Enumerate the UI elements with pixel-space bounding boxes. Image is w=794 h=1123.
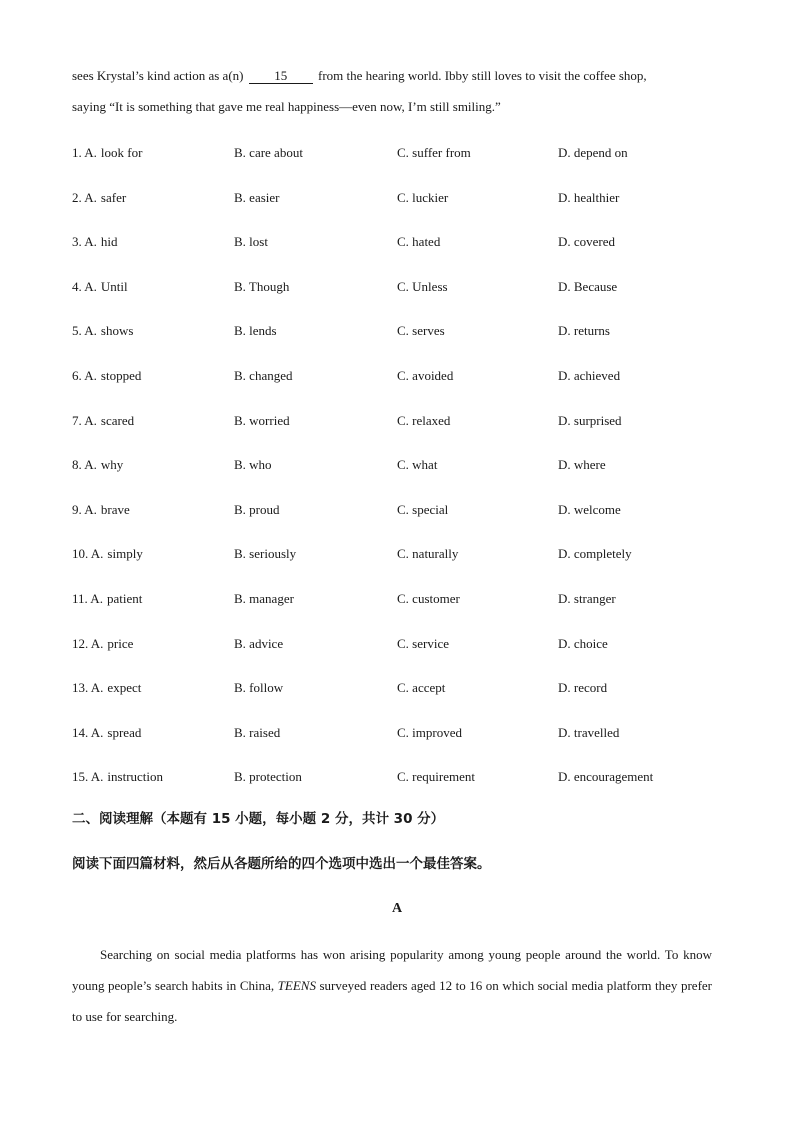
question-number: 3. A. [72,234,97,250]
option-a-text: safer [100,189,127,205]
option-a [72,457,123,473]
option-c: C. avoided [397,368,454,383]
option-d: D. healthier [558,189,620,205]
question-row [72,279,732,295]
option-d: D. encouragement [558,769,654,785]
option-c: C. relaxed [397,412,451,428]
question-number: 13. A. [72,680,104,696]
option-b: B. lost [234,234,268,250]
option-a [72,502,130,518]
option-c: C. accept [397,680,446,696]
option-a [72,413,134,429]
option-a-text: brave [100,501,130,517]
option-d: D. Because [558,278,618,294]
question-row [72,323,732,339]
option-a-text: expect [107,680,142,696]
intro-text-after: from the hearing world. Ibby still loves to visit the coffee shop, [317,68,647,83]
option-c: C. customer [397,591,460,606]
option-b: B. follow [234,680,284,696]
option-a [72,680,141,696]
option-c: C. Unless [397,278,448,294]
question-row [72,636,732,652]
option-a-text: look for [100,145,143,160]
option-d: D. returns [558,323,610,339]
question-row [72,725,732,741]
option-c: C. service [397,635,449,651]
option-a [72,323,133,339]
option-a-text: Until [100,278,128,294]
question-number: 4. A. [72,278,97,294]
question-number: 7. A. [72,412,97,428]
option-c: C. suffer from [397,145,471,160]
intro-line-1 [72,68,647,84]
option-a [72,546,143,562]
option-a [72,234,118,250]
question-row [72,457,732,473]
option-a-text: simply [107,546,143,562]
question-number: 1. A. [72,145,97,160]
para-text-1: Searching on social media platforms has won arising popularity among young people around the world. To know young people’s search habits in China, [72,947,712,993]
option-d: D. welcome [558,501,621,517]
option-c: C. naturally [397,546,459,562]
question-number: 15. A. [72,769,104,785]
option-a-text: why [100,457,124,473]
question-row [72,680,732,696]
option-b: B. advice [234,635,284,651]
option-a-text: price [107,635,134,651]
question-number: 2. A. [72,189,97,205]
option-d: D. completely [558,546,632,562]
question-number: 5. A. [72,323,97,339]
option-d: D. achieved [558,368,621,383]
question-number: 11. A. [72,591,103,606]
question-number: 10. A. [72,546,104,562]
question-number: 14. A. [72,724,104,740]
option-d: D. depend on [558,145,628,160]
option-d: D. covered [558,234,616,250]
option-d: D. record [558,680,608,696]
option-b: B. protection [234,769,302,785]
option-a-text: shows [100,323,134,339]
question-number: 12. A. [72,635,104,651]
option-d: D. surprised [558,412,622,428]
option-a-text: stopped [100,368,142,383]
option-d: D. where [558,457,606,473]
option-a-text: hid [100,234,118,250]
option-c: C. hated [397,234,441,250]
option-a [72,190,126,206]
option-a-text: instruction [107,769,164,785]
para-text-teens: TEENS [277,978,316,993]
option-c: C. improved [397,724,462,740]
option-b: B. lends [234,323,277,339]
option-b: B. changed [234,368,293,383]
option-a-text: spread [107,724,142,740]
option-c: C. serves [397,323,445,339]
option-a [72,279,128,295]
option-a-text: patient [106,591,143,606]
option-b: B. Though [234,278,290,294]
section-instruction: 阅读下面四篇材料，然后从各题所给的四个选项中选出一个最佳答案。 [72,856,491,872]
question-row [72,769,732,785]
question-number: 6. A. [72,368,97,383]
option-d: D. choice [558,635,608,651]
question-number: 8. A. [72,457,97,473]
question-row [72,591,732,607]
option-a [72,145,142,161]
section-heading: 二、阅读理解（本题有 15 小题，每小题 2 分，共计 30 分） [72,811,445,827]
question-row [72,190,732,206]
option-a-text: scared [100,412,135,428]
option-d: D. travelled [558,724,620,740]
option-b: B. proud [234,501,280,517]
question-row [72,234,732,250]
question-number: 9. A. [72,501,97,517]
para-text-2: surveyed readers aged 12 to 16 on which social media platform they prefer to use for searching. [72,978,712,1024]
option-c: C. what [397,457,438,473]
option-b: B. easier [234,189,280,205]
option-b: B. raised [234,724,281,740]
option-b: B. who [234,457,272,473]
option-d: D. stranger [558,591,616,606]
option-b: B. worried [234,412,290,428]
question-row [72,546,732,562]
option-a [72,769,163,785]
question-row [72,413,732,429]
question-row [72,368,732,384]
option-b: B. manager [234,591,294,606]
option-a [72,368,141,384]
question-row [72,502,732,518]
option-a [72,636,133,652]
option-c: C. requirement [397,769,475,785]
question-row [72,145,732,161]
intro-text-before: sees Krystal’s kind action as a(n) [72,68,244,83]
option-b: B. seriously [234,546,297,562]
option-b: B. care about [234,145,303,160]
intro-line-2: saying “It is something that gave me real happiness—even now, I’m still smiling.” [72,99,501,114]
option-a [72,591,142,607]
passage-paragraph [72,939,712,1032]
option-c: C. special [397,501,449,517]
passage-label: A [391,901,403,916]
option-c: C. luckier [397,189,449,205]
blank-15: 15 [249,69,313,84]
option-a [72,725,141,741]
